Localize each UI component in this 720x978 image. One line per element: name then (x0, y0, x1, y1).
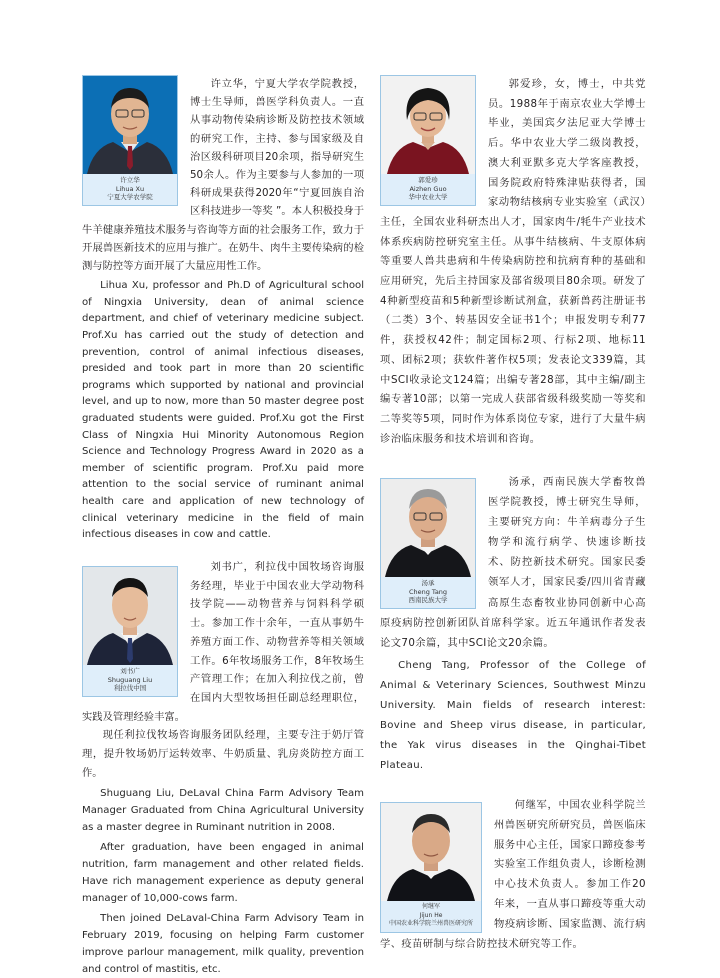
caption-affiliation: 中国农业科学院兰州兽医研究所 (388, 920, 473, 927)
portrait-photo-guo (381, 76, 475, 174)
bio-text-zh: 何继军，中国农业科学院兰州兽医研究所研究员，兽医临床服务中心主任，国家口蹄疫参考实验室工作组负责人，诊断检测中心技术负责人。参加工作20年来，一直从事口蹄疫等重大动物疫病诊断、国家监测、流行病学、疫苗研制与综合防控技术研究等工作。 (380, 799, 646, 950)
caption-affiliation: 利拉伐中国 (113, 684, 147, 692)
caption-affiliation: 西南民族大学 (408, 596, 448, 604)
portrait-card (380, 75, 476, 206)
portrait-caption (381, 901, 481, 932)
caption-name-zh: 汤承 (421, 579, 435, 587)
portrait-photo-liu (83, 567, 177, 665)
caption-name-zh: 郭爱珍 (418, 176, 438, 184)
caption-affiliation: 宁夏大学农学院 (107, 193, 153, 201)
bio-text-zh: 郭爱珍，女，博士，中共党员。1988年于南京农业大学博士毕业，美国宾夕法尼亚大学博士后。华中农业大学二级岗教授，澳大利亚默多克大学客座教授，国务院政府特殊津贴获得者，国家动物结核病专业实验室（武汉）主任，全国农业科研杰出人才，国家肉牛/牦牛产业技术体系疾病防控研究室主任。从事牛结核病、牛支原体病等重要人兽共患病和牛传染病防控和抗病育种的基础和应用研究，先后主持国家及部省级项目80余项。研发了4种新型疫苗和5种新型诊断试剂盒，获新兽药注册证书（二类）3个、转基因安全证书1个；申报发明专利77件，获授权42件；制定国标2项、行标2项、地标11项、团标2项；获软件著作权5项；发表论文339篇，其中SCI收录论文124篇；出编专著28部，其中主编/副主编专著10部；以第一完成人获部省级科级奖励一等奖和二等奖等5项，同时作为体系岗位专家，进行了大量牛病诊治临床服务和技术培训和咨询。 (380, 78, 646, 445)
caption-name-en: Cheng Tang (408, 587, 448, 596)
bio-text-zh: 汤承，西南民族大学畜牧兽医学院教授，博士研究生导师，主要研究方向：牛羊病毒分子生物学和流行病学、快速诊断技术、防控新技术研究。国家民委领军人才，国家民委/四川省青藏高原生态畜牧业协同创新中心高原疫病防控创新团队首席科学家。近五年通讯作者发表论文70余篇，其中SCI论文20余篇。 (380, 476, 646, 649)
portrait-card (380, 478, 476, 609)
portrait-caption (83, 174, 177, 205)
caption-name-en: Jijun He (419, 911, 443, 919)
caption-affiliation: 华中农业大学 (408, 193, 448, 201)
bio-jijun-he (380, 796, 646, 954)
portrait-card (82, 75, 178, 206)
portrait-card (82, 566, 178, 697)
bio-text-zh: 许立华，宁夏大学农学院教授，博士生导师，兽医学科负责人。一直从事动物传染病诊断及防控技术领域的研究工作，主持、参与国家级及自治区级科研项目20余项，指导研究生50余人。作为主要参与人参加的一项科研成果获得2020年“宁夏回族自治区科技进步一等奖 ”。本人积极投身于牛羊健康养殖技术服务与咨询等方面的社会服务工作，致力于开展兽医新技术的应用与推广。在奶牛、肉牛主要传染病的检测与防控等方面开展了大量应用性工作。 (82, 78, 364, 273)
caption-name-en: Lihua Xu (115, 184, 145, 193)
caption-name-zh: 刘书广 (120, 667, 140, 675)
portrait-photo-he (381, 803, 481, 901)
bio-text-en: Cheng Tang, Professor of the College of Animal & Veterinary Sciences, Southwest Minzu University. Main fields of research interest: Bovine and Sheep virus disease, in particular, the Yak virus diseases in the Qinghai-Tibet Plateau. (380, 659, 646, 771)
bio-text-en: Lihua Xu, professor and Ph.D of Agricultural school of Ningxia University, dean of animal science department, and chief of veterinary medicine subject. Prof.Xu has carried out the study of detection and prevention, control of animal infectious diseases, presided and took part in more than 20 scientific programs which supported by national and provincial level, and up to now, more than 50 master degree post graduated students were guided. Prof.Xu got the First Class of Ningxia Hui Minority Autonomous Region Science and Technology Progress Award in 2020 as a member of scientific program. Prof.Xu paid more attention to the social service of ruminant animal health care and application of new technology of clinical veterinary medicine in the field of main infectious diseases in cow and cattle. (82, 280, 364, 541)
portrait-caption (83, 665, 177, 696)
bio-aizhen-guo (380, 75, 646, 449)
caption-name-zh: 许立华 (120, 176, 140, 184)
bio-text-en-3: Then joined DeLaval-China Farm Advisory Team in February 2019, focusing on helping Farm customer improve parlour management, milk quality, prevention and control of mastitis, etc. (82, 913, 364, 976)
bio-lihua-xu (82, 75, 364, 544)
portrait-caption (381, 577, 475, 608)
portrait-caption (381, 174, 475, 205)
portrait-card (380, 802, 482, 933)
bio-text-zh-1: 刘书广，利拉伐中国牧场咨询服务经理，毕业于中国农业大学动物科技学院——动物营养与饲料科学硕士。参加工作十余年，一直从事奶牛养殖方面工作、动物营养等相关领域工作。6年牧场服务工作，8年牧场生产管理工作；在加入利拉伐之前，曾在国内大型牧场担任副总经理职位，实践及管理经验丰富。 (82, 561, 364, 723)
bio-shuguang-liu (82, 558, 364, 978)
portrait-photo-tang (381, 479, 475, 577)
caption-name-en: Shuguang Liu (107, 675, 153, 684)
caption-name-zh: 何继军 (421, 903, 440, 910)
bio-cheng-tang (380, 472, 646, 776)
bio-text-en-2: After graduation, have been engaged in animal nutrition, farm management and other related fields. Have rich management experience as deputy general manager of 10,000-cows farm. (82, 842, 364, 905)
caption-name-en: Aizhen Guo (409, 184, 447, 193)
bio-text-en-1: Shuguang Liu, DeLaval China Farm Advisory Team Manager Graduated from China Agricultural University as a master degree in Ruminant nutrition in 2008. (82, 788, 364, 834)
portrait-photo-xu (83, 76, 177, 174)
bio-text-zh-2: 现任利拉伐牧场咨询服务团队经理，主要专注于奶厅管理，提升牧场奶厅运转效率、牛奶质量、乳房炎防控方面工作。 (82, 729, 364, 779)
